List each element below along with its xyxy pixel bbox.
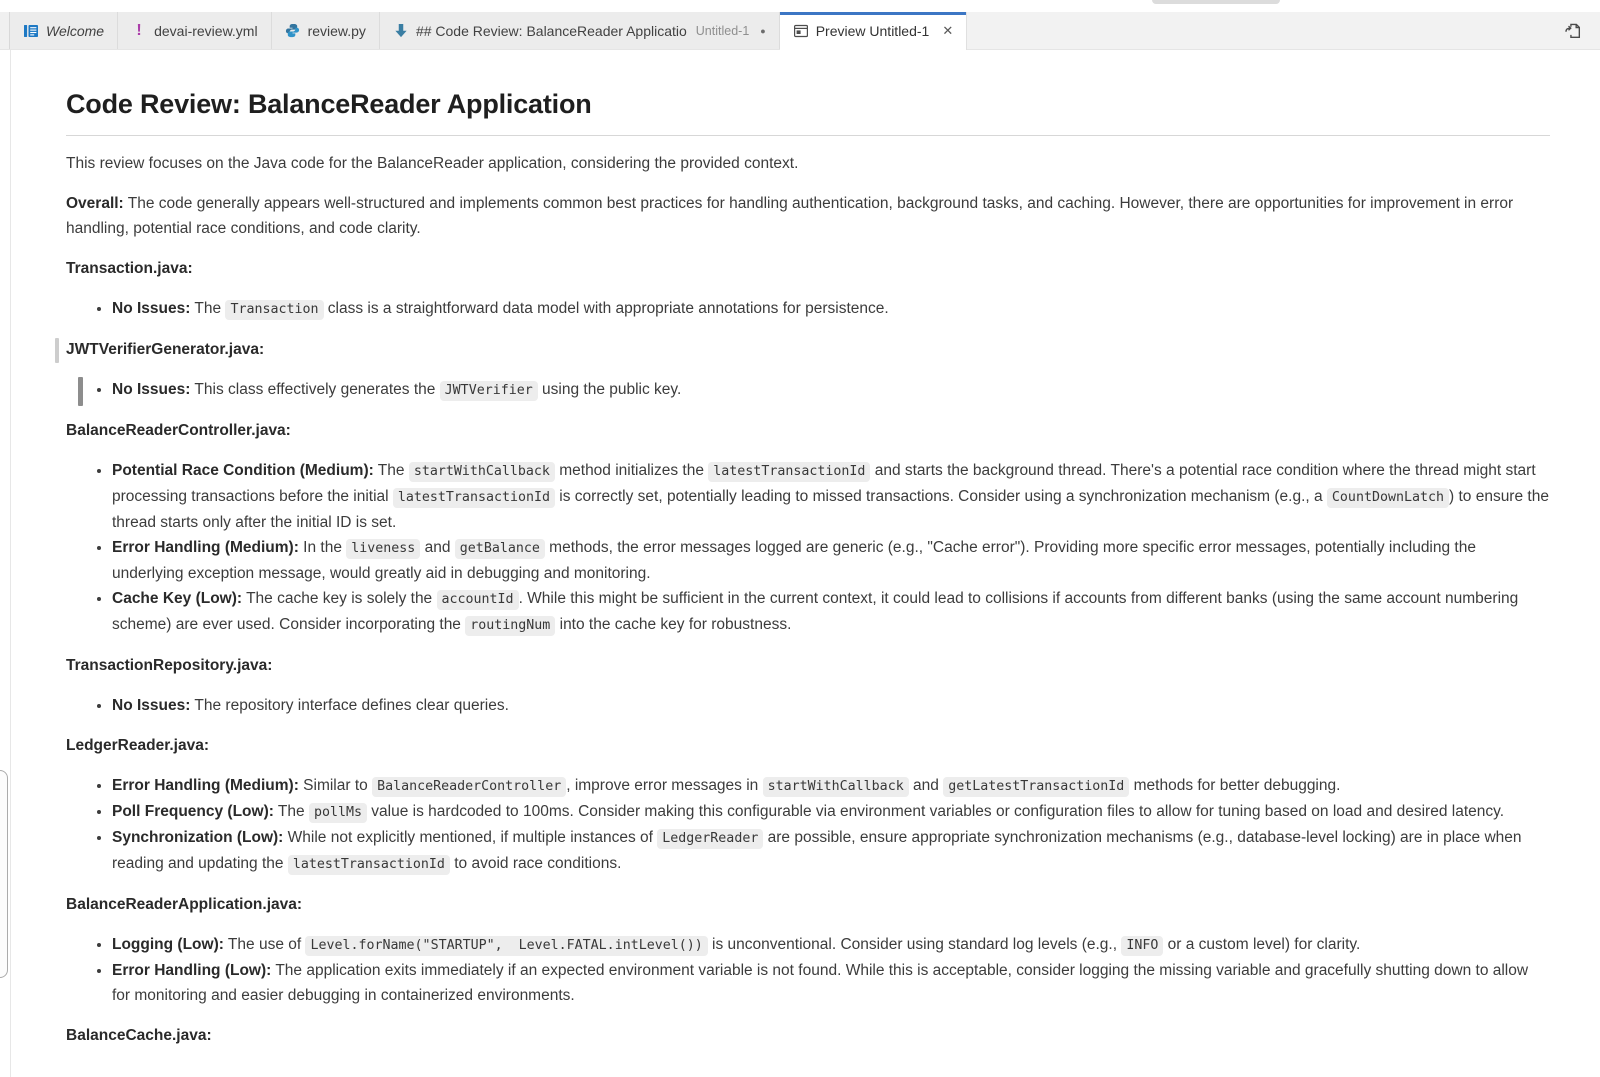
close-icon[interactable]: ✕: [942, 23, 954, 38]
tab-bar: [0, 12, 1600, 50]
bold-text: No Issues:: [112, 381, 191, 398]
bold-text: Potential Race Condition (Medium):: [112, 462, 374, 479]
markdown-down-arrow-icon: [393, 23, 409, 38]
document-title: Code Review: BalanceReader Application: [66, 88, 1550, 136]
python-icon: [285, 23, 301, 38]
list-item: • No Issues: This class effectively generates the JWTVerifier using the public key.: [112, 377, 1550, 403]
bold-text: BalanceCache.java:: [66, 1027, 212, 1044]
paragraph: [66, 892, 1550, 917]
tab-description: Untitled-1: [695, 23, 750, 38]
tab-code-review-balancereader-applicatio[interactable]: [380, 12, 780, 49]
bold-text: Error Handling (Low):: [112, 962, 272, 979]
inline-code: CountDownLatch: [1327, 488, 1449, 508]
paragraph: Overall: The code generally appears well-structured and implements common best practices for handling authentication, background tasks, and caching. However, there are opportunities for improvement in error handling, potential race conditions, and code clarity.: [66, 195, 1514, 237]
list-item: • No Issues: The repository interface defines clear queries.: [112, 693, 1550, 718]
tab-label: ## Code Review: BalanceReader Applicatio: [415, 22, 687, 39]
inline-code: BalanceReaderController: [372, 777, 566, 797]
tab-review-py[interactable]: [272, 12, 380, 49]
bold-text: Error Handling (Medium):: [112, 777, 299, 794]
bold-text: Overall:: [66, 195, 124, 212]
inline-code: latestTransactionId: [288, 855, 450, 875]
inline-code: INFO: [1121, 936, 1163, 956]
inline-code: getBalance: [455, 539, 545, 559]
paragraph: [66, 256, 1550, 281]
yaml-warning-icon: !: [136, 21, 142, 39]
tab-label: Welcome: [46, 22, 105, 39]
inline-code: getLatestTransactionId: [943, 777, 1129, 797]
list-item: • Error Handling (Medium): Similar to BalanceReaderController , improve error messages in startWithCallback and getLatestTransactionId methods for better debugging.: [112, 773, 1550, 799]
scrollbar-thumb[interactable]: [0, 770, 8, 978]
bullet-list: [66, 932, 1550, 1008]
bold-text: Logging (Low):: [112, 936, 224, 953]
bullet-list: [66, 377, 1550, 403]
bold-text: No Issues:: [112, 300, 191, 317]
paragraph: This review focuses on the Java code for the BalanceReader application, considering the provided context.: [66, 155, 799, 172]
list-item: • Cache Key (Low): The cache key is solely the accountId . While this might be sufficient in the current context, it could lead to collisions if accounts from different banks (using the same account numbering scheme) are ever used. Consider incorporating the routingNum into the cache key for robustness.: [112, 586, 1550, 638]
list-item: • Error Handling (Medium): In the liveness and getBalance methods, the error messages logged are generic (e.g., "Cache error"). Providing more specific error messages, potentially including the underlying exception message, would greatly aid in debugging and monitoring.: [112, 535, 1550, 586]
inline-code: routingNum: [465, 616, 555, 636]
editor-group-divider: [0, 12, 10, 49]
list-item: • No Issues: The Transaction class is a straightforward data model with appropriate annotations for persistence.: [112, 296, 1550, 322]
list-item: • Logging (Low): The use of Level.forName("STARTUP", Level.FATAL.intLevel()) is unconventional. Consider using standard log levels (e.g., INFO or a custom level) for clarity.: [112, 932, 1550, 958]
bold-text: BalanceReaderController.java:: [66, 422, 291, 439]
inline-code: Transaction: [225, 300, 323, 320]
tab-label: devai-review.yml: [154, 22, 258, 39]
inline-code: LedgerReader: [657, 829, 763, 849]
inline-code: pollMs: [309, 803, 367, 823]
markdown-preview: [11, 50, 1600, 1077]
bullet-list: [66, 458, 1550, 638]
inline-code: latestTransactionId: [708, 462, 870, 482]
paragraph: [66, 653, 1550, 678]
bullet-list: [66, 693, 1550, 718]
tab-preview-untitled-1[interactable]: [780, 12, 968, 50]
tab-devai-review-yml[interactable]: [118, 12, 271, 49]
inline-code: JWTVerifier: [440, 381, 538, 401]
bullet-list: [66, 773, 1550, 877]
editor-actions-icon[interactable]: [1560, 19, 1584, 43]
bold-text: Error Handling (Medium):: [112, 539, 299, 556]
list-item: • Synchronization (Low): While not explicitly mentioned, if multiple instances of LedgerReader are possible, ensure appropriate synchronization mechanisms (e.g., database-level locking) are in place when reading and updating the latestTransactionId to avoid race conditions.: [112, 825, 1550, 877]
inline-code: liveness: [346, 539, 420, 559]
file-arrow-icon: [1562, 21, 1583, 42]
paragraph: [66, 733, 1550, 758]
paragraph: [66, 1023, 1550, 1048]
bullet-list: [66, 296, 1550, 322]
tab-label: Preview Untitled-1: [815, 23, 930, 39]
bold-text: Poll Frequency (Low):: [112, 803, 274, 820]
tab-label: review.py: [307, 22, 366, 39]
dirty-indicator-icon[interactable]: ●: [760, 25, 766, 36]
inline-code: Level.forName("STARTUP", Level.FATAL.intLevel()): [305, 936, 707, 956]
bold-text: TransactionRepository.java:: [66, 657, 273, 674]
bold-text: LedgerReader.java:: [66, 737, 210, 754]
overlay-widget-edge: [1152, 0, 1280, 4]
inline-code: accountId: [437, 590, 519, 610]
bold-text: No Issues:: [112, 697, 191, 714]
paragraph: [66, 337, 1550, 362]
paragraph: [66, 418, 1550, 443]
bold-text: Cache Key (Low):: [112, 590, 243, 607]
inline-code: latestTransactionId: [393, 488, 555, 508]
preview-icon: [793, 23, 809, 39]
inline-code: startWithCallback: [763, 777, 909, 797]
list-item: • Potential Race Condition (Medium): The startWithCallback method initializes the latestTransactionId and starts the background thread. There's a potential race condition where the thread might start processing transactions before the initial latestTransactionId is correctly set, potentially leading to missed transactions. Consider using a synchronization mechanism (e.g., a CountDownLatch ) to ensure the thread starts only after the initial ID is set.: [112, 458, 1550, 535]
bold-text: Transaction.java:: [66, 260, 193, 277]
list-item: • Poll Frequency (Low): The pollMs value is hardcoded to 100ms. Consider making this configurable via environment variables or configuration files to allow for tuning based on load and desired latency.: [112, 799, 1550, 825]
bold-text: Synchronization (Low):: [112, 829, 284, 846]
inline-code: startWithCallback: [409, 462, 555, 482]
list-item: • Error Handling (Low): The application exits immediately if an expected environment variable is not found. While this is acceptable, consider logging the missing variable and gracefully shutting down to allow for monitoring and easier debugging in containerized environments.: [112, 958, 1550, 1008]
tab-welcome[interactable]: [10, 12, 118, 49]
welcome-icon: [23, 23, 39, 39]
bold-text: BalanceReaderApplication.java:: [66, 896, 303, 913]
bold-text: JWTVerifierGenerator.java:: [66, 341, 265, 358]
